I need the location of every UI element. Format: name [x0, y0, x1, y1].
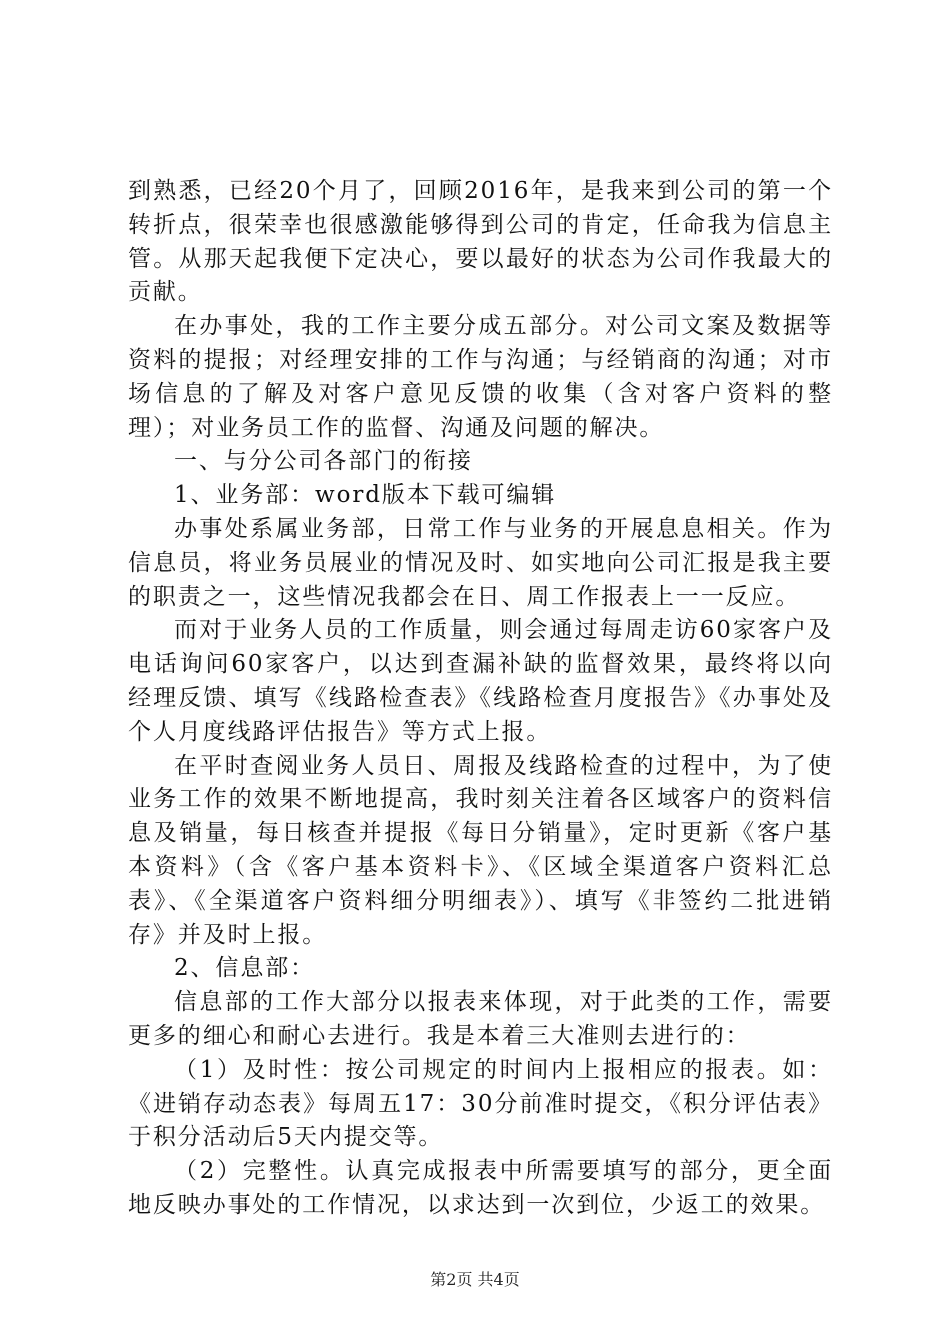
paragraph-info-reports: 信息部的工作大部分以报表来体现，对于此类的工作，需要更多的细心和耐心去进行。我是本着三大准则去进行的： [128, 989, 833, 1049]
paragraph-completeness: （2）完整性。认真完成报表中所需要填写的部分，更全面地反映办事处的工作情况，以求达到一次到位，少返工的效果。 [128, 1158, 833, 1218]
page-number-footer: 第2页 共4页 [430, 1270, 520, 1289]
paragraph-timeliness: （1）及时性：按公司规定的时间内上报相应的报表。如：《进销存动态表》每周五17：30分前准时提交，《积分评估表》于积分活动后5天内提交等。 [128, 1056, 833, 1151]
paragraph-business-duties: 办事处系属业务部，日常工作与业务的开展息息相关。作为信息员，将业务员展业的情况及时、如实地向公司汇报是我主要的职责之一，这些情况我都会在日、周工作报表上一一反应。 [128, 515, 833, 610]
subheading-business-dept: 1、业务部：word版本下载可编辑 [174, 482, 557, 509]
document-body [128, 175, 833, 1223]
paragraph-intro-continued: 到熟悉，已经20个月了，回顾2016年，是我来到公司的第一个转折点，很荣幸也很感激能够得到公司的肯定，任命我为信息主管。从那天起我便下定决心，要以最好的状态为公司作我最大的贡献。 [128, 178, 833, 306]
paragraph-quality-monitoring: 而对于业务人员的工作质量，则会通过每周走访60家客户及电话询问60家客户，以达到查漏补缺的监督效果，最终将以向经理反馈、填写《线路检查表》《线路检查月度报告》《办事处及个人月度线路评估报告》等方式上报。 [128, 617, 833, 745]
section-heading-departments: 一、与分公司各部门的衔接 [174, 448, 473, 475]
paragraph-data-review: 在平时查阅业务人员日、周报及线路检查的过程中，为了使业务工作的效果不断地提高，我时刻关注着各区域客户的资料信息及销量，每日核查并提报《每日分销量》，定时更新《客户基本资料》（含《客户基本资料卡》、《区域全渠道客户资料汇总表》、《全渠道客户资料细分明细表》）、填写《非签约二批进销存》并及时上报。 [128, 752, 833, 948]
paragraph-work-parts: 在办事处，我的工作主要分成五部分。对公司文案及数据等资料的提报；对经理安排的工作与沟通；与经销商的沟通；对市场信息的了解及对客户意见反馈的收集（含对客户资料的整理）；对业务员工作的监督、沟通及问题的解决。 [128, 313, 833, 441]
subheading-info-dept: 2、信息部： [174, 955, 316, 982]
